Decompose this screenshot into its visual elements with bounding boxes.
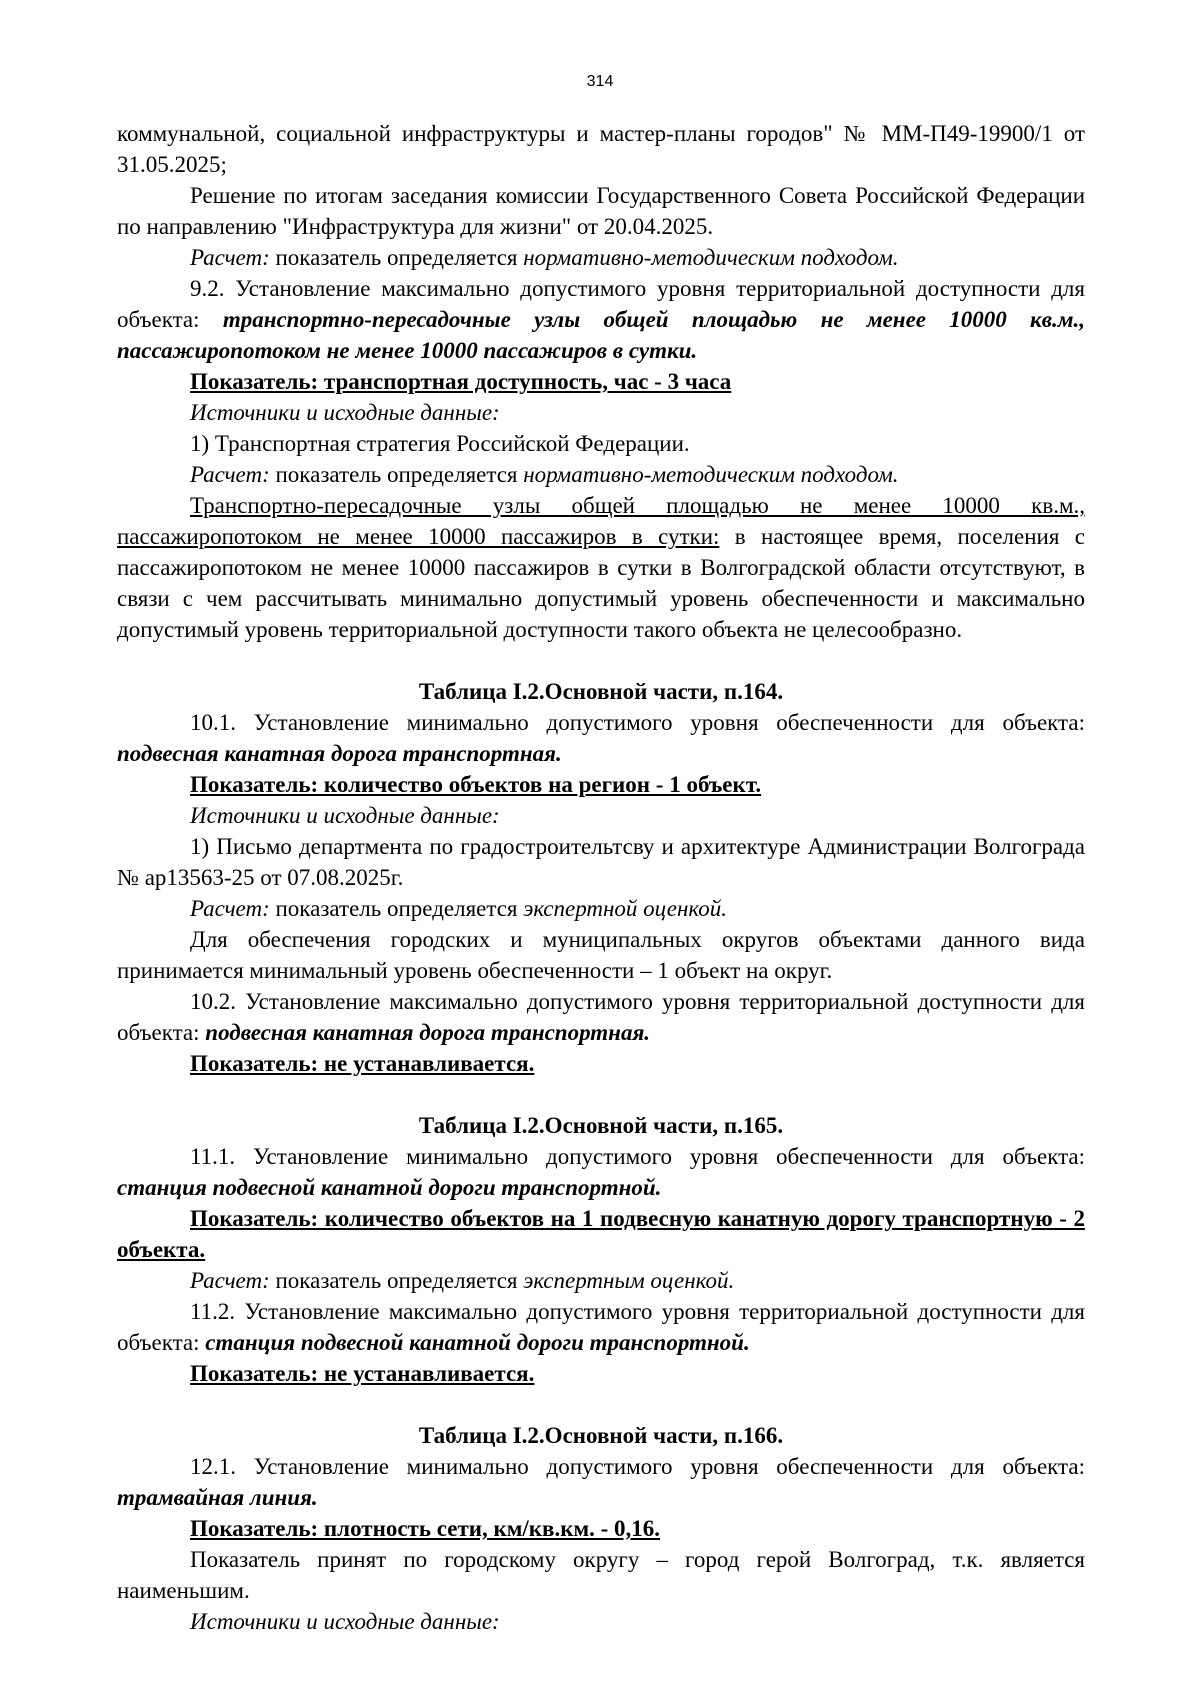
page-content [117, 118, 1085, 1637]
clause-object: подвесная канатная дорога транспортная. [117, 741, 562, 766]
calc-method: нормативно-методическим подходом. [523, 462, 899, 487]
calc-label: Расчет: [190, 462, 270, 487]
table-heading-166: Таблица I.2.Основной части, п.166. [418, 1423, 784, 1448]
clause-object: станция подвесной канатной дороги транспортной. [117, 1175, 662, 1200]
clause-text: 9.2. Установление максимально допустимого уровня территориальной доступности для объекта: [117, 276, 1085, 332]
tpu-text: в настоящее время, поселения с пассажиропотоком не менее 10000 пассажиров в сутки в Волгоградской области отсутствуют, в связи с чем рассчитывать минимально допустимый уровень обеспеченности и максимально допустимый уровень территориальной доступности такого объекта не целесообразно. [117, 524, 1085, 642]
clause-object: станция подвесной канатной дороги транспортной. [205, 1330, 750, 1355]
clause-text: 10.2. Установление максимально допустимого уровня территориальной доступности для объекта: [117, 989, 1085, 1045]
calc-text: показатель определяется [269, 1268, 524, 1293]
calc-text: показатель определяется [269, 462, 524, 487]
paragraph-provision: Для обеспечения городских и муниципальных округов объектами данного вида принимается минимальный уровень обеспеченности – 1 объект на округ. [117, 927, 1085, 983]
calc-method: экспертной оценкой. [523, 896, 727, 921]
calc-label: Расчет: [190, 896, 270, 921]
paragraph-10-1 [117, 707, 1085, 769]
paragraph-11-1 [117, 1141, 1085, 1203]
indicator-network-density: Показатель: плотность сети, км/кв.км. - 0,16. [190, 1516, 661, 1541]
paragraph-9-2 [117, 273, 1085, 366]
indicator-transport-access: Показатель: транспортная доступность, час - 3 часа [190, 369, 732, 394]
paragraph-decision: Решение по итогам заседания комиссии Государственного Совета Российской Федерации по направлению "Инфраструктура для жизни" от 20.04.2025. [117, 183, 1085, 239]
paragraph-accepted: Показатель принят по городскому округу – город герой Волгоград, т.к. является наименьшим. [117, 1547, 1085, 1603]
clause-object: трамвайная линия. [117, 1485, 318, 1510]
calc-text: показатель определяется [269, 245, 524, 270]
paragraph-10-2 [117, 986, 1085, 1048]
page-number: 314 [586, 73, 614, 90]
clause-text: 11.2. Установление максимально допустимого уровня территориальной доступности для объекта: [117, 1299, 1085, 1355]
source-item: 1) Письмо департмента по градостроительтсву и архитектуре Администрации Волгограда № ар13563-25 от 07.08.2025г. [117, 834, 1085, 890]
indicator-region-count: Показатель: количество объектов на регион - 1 объект. [190, 772, 762, 797]
clause-text: 12.1. Установление минимально допустимого уровня обеспеченности для объекта: [190, 1454, 1085, 1479]
clause-text: 10.1. Установление минимально допустимого уровня обеспеченности для объекта: [190, 710, 1085, 735]
calc-label: Расчет: [190, 245, 270, 270]
paragraph-continuation: коммунальной, социальной инфраструктуры и мастер-планы городов" № ММ-П49-19900/1 от 31.05.2025; [117, 121, 1085, 177]
clause-text: 11.1. Установление минимально допустимого уровня обеспеченности для объекта: [190, 1144, 1085, 1169]
calc-label: Расчет: [190, 1268, 270, 1293]
source-item: 1) Транспортная стратегия Российской Федерации. [190, 431, 690, 456]
tpu-underlined: Транспортно-пересадочные узлы общей площадью не менее 10000 кв.м., пассажиропотоком не менее 10000 пассажиров в сутки: [117, 493, 1085, 549]
indicator-not-set: Показатель: не устанавливается. [190, 1051, 535, 1076]
indicator-station-count: Показатель: количество объектов на 1 подвесную канатную дорогу транспортную - 2 объекта. [117, 1206, 1085, 1262]
paragraph-calc [117, 1265, 1085, 1296]
sources-heading: Источники и исходные данные: [190, 1609, 500, 1634]
sources-heading: Источники и исходные данные: [190, 803, 500, 828]
table-heading-164: Таблица I.2.Основной части, п.164. [418, 679, 784, 704]
paragraph-tpu-note [117, 490, 1085, 645]
clause-object: транспортно-пересадочные узлы общей площадью не менее 10000 кв.м., пассажиропотоком не менее 10000 пассажиров в сутки. [117, 307, 1085, 363]
paragraph-calc [117, 242, 1085, 273]
indicator-not-set: Показатель: не устанавливается. [190, 1361, 535, 1386]
table-heading-165: Таблица I.2.Основной части, п.165. [418, 1113, 784, 1138]
paragraph-11-2 [117, 1296, 1085, 1358]
paragraph-calc [117, 459, 1085, 490]
paragraph-12-1 [117, 1451, 1085, 1513]
sources-heading: Источники и исходные данные: [190, 400, 500, 425]
paragraph-calc [117, 893, 1085, 924]
calc-method: экспертным оценкой. [523, 1268, 735, 1293]
calc-method: нормативно-методическим подходом. [523, 245, 899, 270]
calc-text: показатель определяется [269, 896, 524, 921]
clause-object: подвесная канатная дорога транспортная. [205, 1020, 651, 1045]
